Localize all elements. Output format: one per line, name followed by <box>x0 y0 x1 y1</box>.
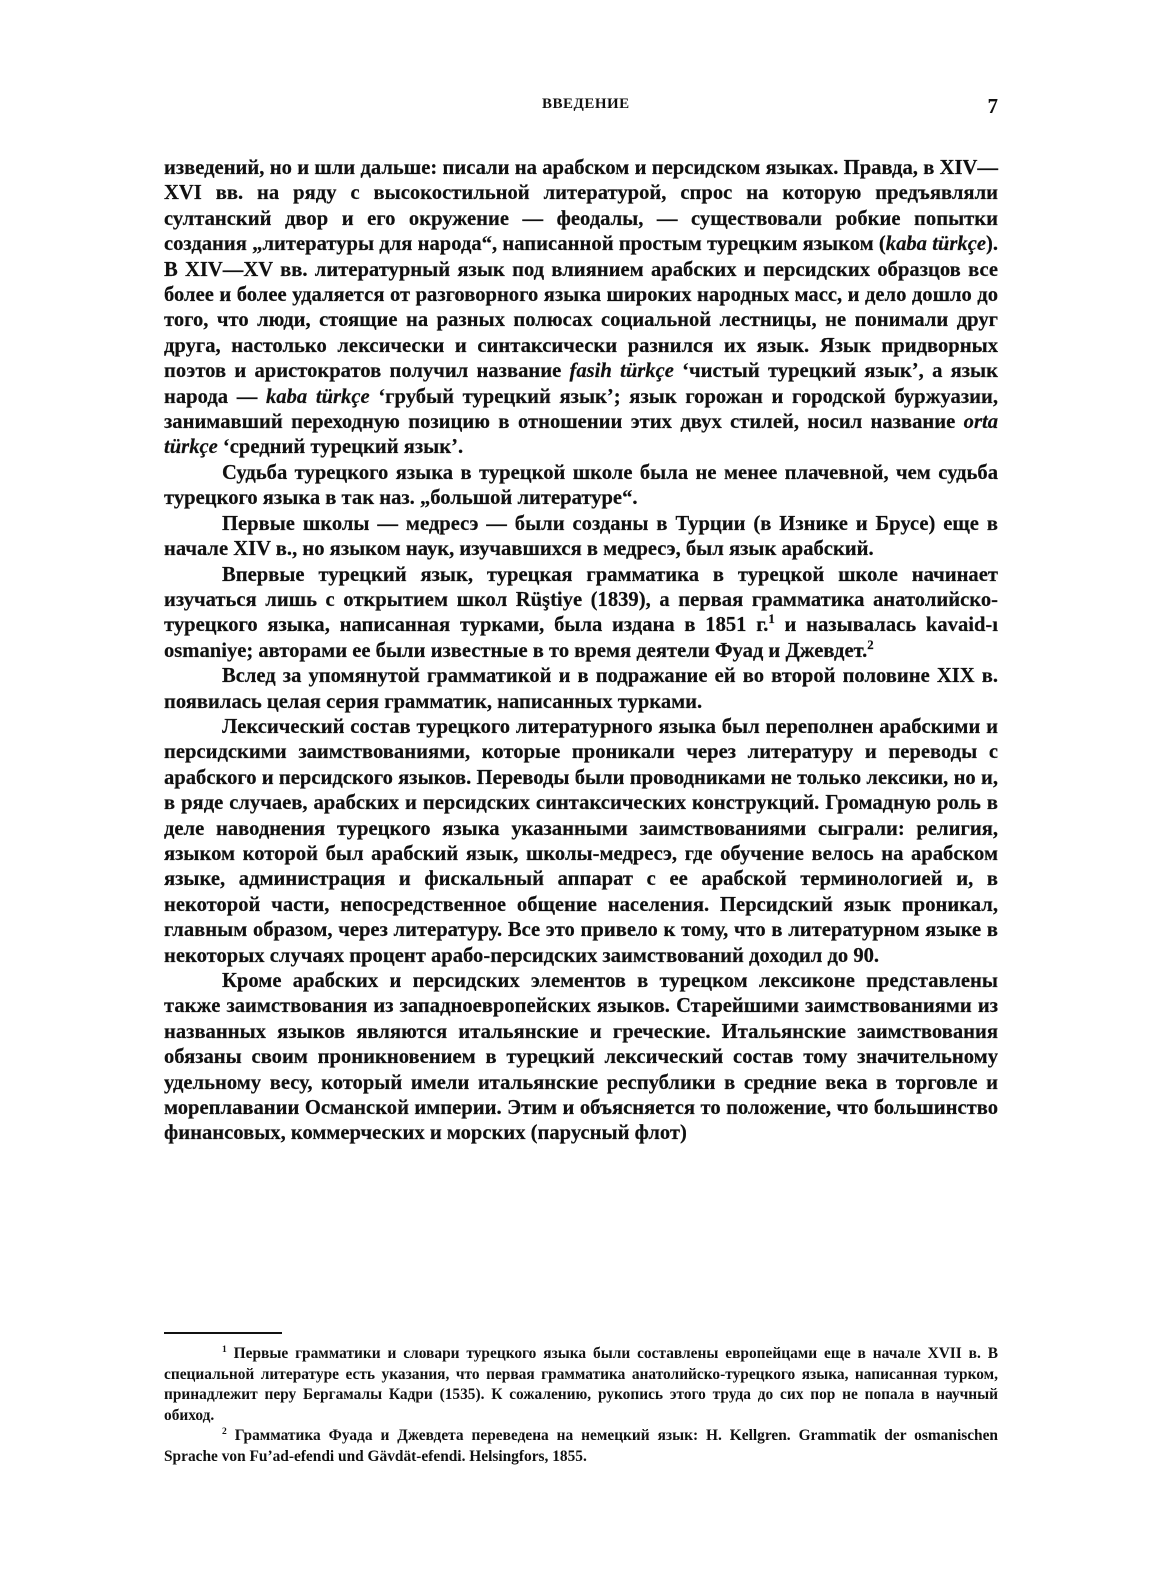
footnote-separator <box>164 1332 282 1334</box>
footnote-mark-2: 2 <box>222 1425 227 1437</box>
paragraph-2: Судьба турецкого языка в турецкой школе была не менее плачевной, чем судьба турецкого языка в так наз. „большой литературе“. <box>164 461 998 510</box>
term-kaba-turkce-2: kaba türkçe <box>266 385 370 408</box>
footnote-ref-2[interactable]: 2 <box>867 637 874 652</box>
paragraph-3: Первые школы — медресэ — были созданы в Турции (в Изнике и Брусе) еще в начале XIV в., но языком наук, изучавшихся в медресэ, был язык арабский. <box>164 512 998 561</box>
footnote-ref-1[interactable]: 1 <box>768 612 775 627</box>
footnotes <box>164 1344 998 1467</box>
footnote-mark-1: 1 <box>222 1343 227 1355</box>
term-kaba-turkce: kaba türkçe <box>885 233 986 256</box>
footnote-1: $^1$ Первые грамматики и словари турецкого языка были составлены европейцами еще в начале XVII в. В специальной литературе есть указания, что первая грамматика анатолийско-турецкого языка, написанная турком, принадлежит перу Бергамалы Кадри (1535). К сожалению, рукопись этого труда до сих пор не попала в научный обиход. <box>164 1343 998 1424</box>
paragraph-7: Кроме арабских и персидских элементов в турецком лексиконе представлены также заимствования из западноевропейских языков. Старейшими заимствованиями из названных языков являются итальянские и греческие. Итальянские заимствования обязаны своим проникновением в турецкий лексический состав тому значительному удельному весу, который имели итальянские республики в средние века в торговле и мореплавании Османской империи. Этим и объясняется то положение, что большинство финансовых, коммерческих и морских (парусный флот) <box>164 970 998 1145</box>
page-number: 7 <box>987 94 998 118</box>
body-text <box>164 156 998 1147</box>
paragraph-1: изведений, но и шли дальше: писали на арабском и персидском языках. Правда, в XIV—XVI вв. на ряду с высокостильной литературой, спрос на которую предъявляли султанский двор и его окружение — феодалы, — существовали робкие попытки создания „литературы для народа“, написанной простым турецким языком (kaba türkçe). В XIV—XV вв. литературный язык под влиянием арабских и персидских образцов все более и более удаляется от разговорного языка широких народных масс, и дело дошло до того, что люди, стоящие на разных полюсах социальной лестницы, не понимали друг друга, настолько лексически и синтаксически разнился их язык. Язык придворных поэтов и аристократов получил название fasih türkçe ‘чистый турецкий язык’, а язык народа — kaba türkçe ‘грубый турецкий язык’; язык горожан и городской буржуазии, занимавший переходную позицию в отношении этих двух стилей, носил название orta türkçe ‘средний турецкий язык’. <box>164 157 998 459</box>
term-orta-turkce: orta türkçe <box>164 411 998 459</box>
footnote-2: $^2$ Грамматика Фуада и Джевдета переведена на немецкий язык: H. Kellgren. Grammatik der osmanischen Sprache von Fu’ad-efendi und Gävdät-efendi. Helsingfors, 1855. <box>164 1425 998 1465</box>
paragraph-4: Впервые турецкий язык, турецкая грамматика в турецкой школе начинает изучаться лишь с открытием школ Rüştiye (1839), а первая грамматика анатолийско-турецкого языка, написанная турками, была издана в 1851 г.$^1$ и называлась kavaid-ı osmaniye; авторами ее были известные в то время деятели Фуад и Джевдет.$^2$ <box>164 563 998 662</box>
paragraph-6: Лексический состав турецкого литературного языка был переполнен арабскими и персидскими заимствованиями, которые проникали через литературу и переводы с арабского и персидского языков. Переводы были проводниками не только лексики, но и, в ряде случаев, арабских и персидских синтаксических конструкций. Громадную роль в деле наводнения турецкого языка указанными заимствованиями сыграли: религия, языком которой был арабский язык, школы-медресэ, где обучение велось на арабском языке, администрация и фискальный аппарат с ее арабской терминологией и, в некоторой части, непосредственное общение населения. Персидский язык проникал, главным образом, через литературу. Все это привело к тому, что в литературном языке в некоторых случаях процент арабо-персидских заимствований доходил до 90. <box>164 715 998 967</box>
page-header <box>164 94 998 124</box>
running-head: ВВЕДЕНИЕ <box>542 96 630 112</box>
term-fasih-turkce: fasih türkçe <box>569 360 674 383</box>
paragraph-5: Вслед за упомянутой грамматикой и в подражание ей во второй половине XIX в. появилась целая серия грамматик, написанных турками. <box>164 665 998 713</box>
